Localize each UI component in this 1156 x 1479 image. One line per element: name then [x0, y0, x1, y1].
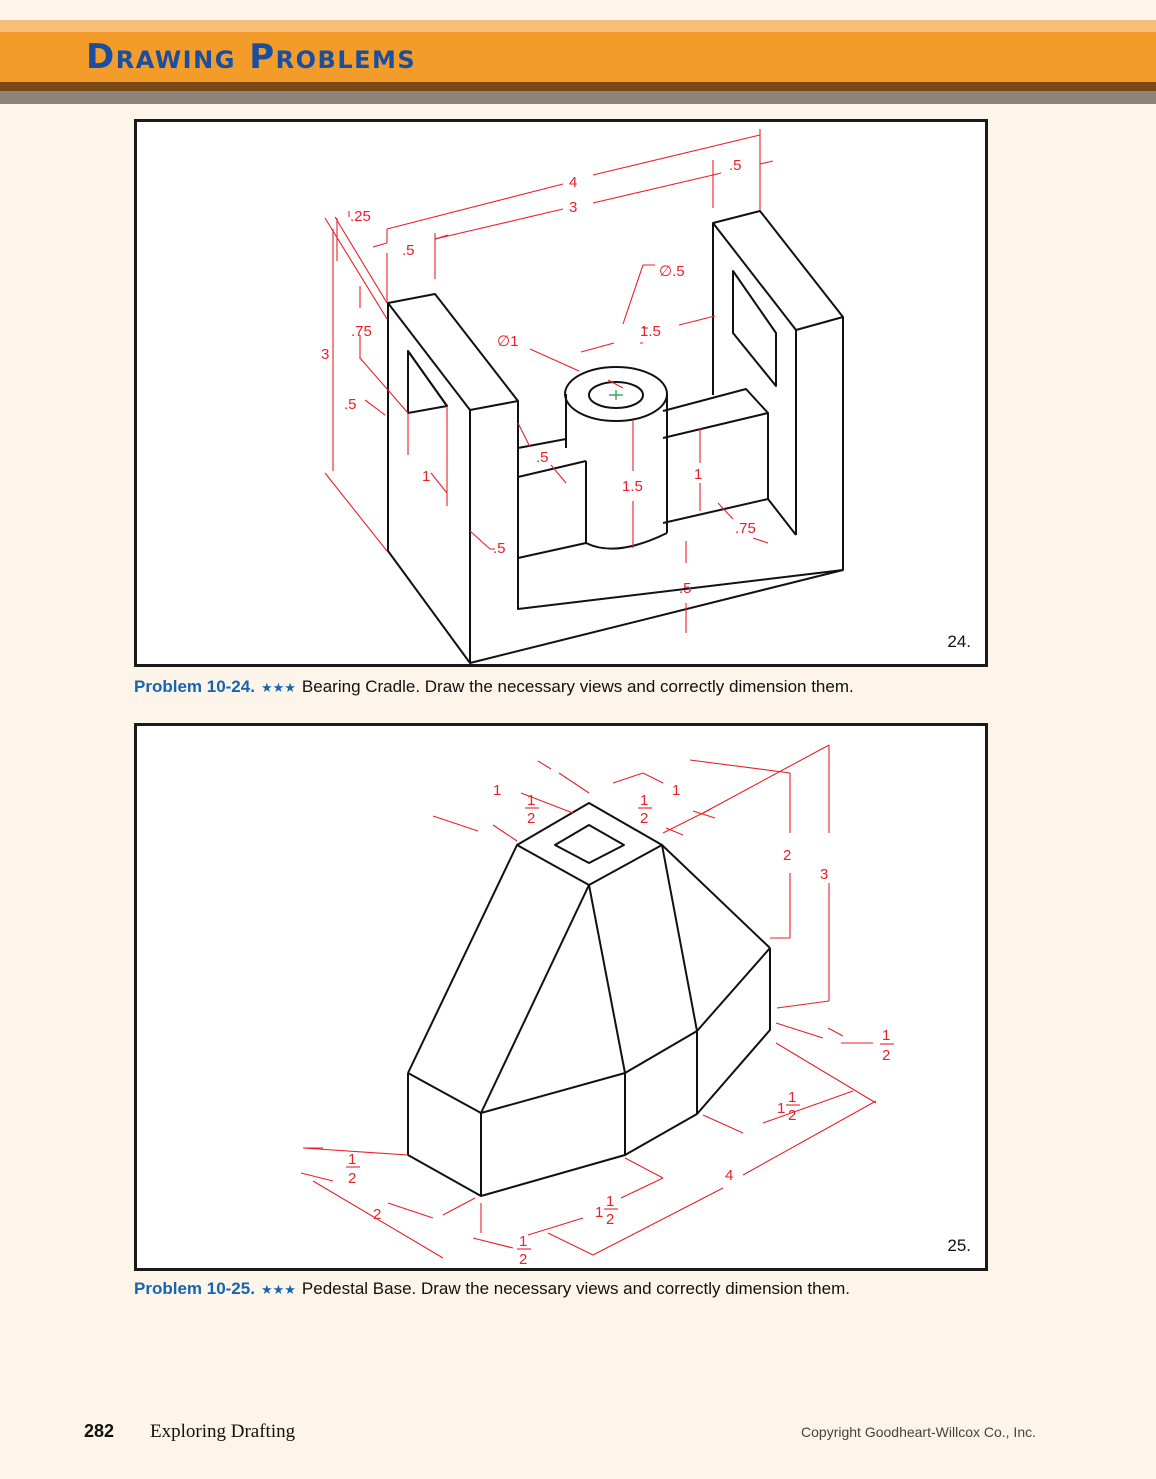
dim-dia-point5: ∅.5 — [659, 263, 685, 280]
dim-half-r-num: 1 — [882, 1027, 891, 1044]
figure-25-pedestal-base — [134, 723, 988, 1271]
dim-half-b2-den: 2 — [519, 1251, 528, 1268]
dim-1-left: 1 — [493, 782, 502, 799]
dim-1half-b-num: 1 — [606, 1193, 615, 1210]
dim-point5-left: .5 — [402, 242, 415, 259]
dim-3-top: 3 — [569, 199, 578, 216]
dim-point5-bottom: .5 — [679, 580, 692, 597]
dim-half-r-den: 2 — [882, 1047, 891, 1064]
figure-24-bearing-cradle — [134, 119, 988, 667]
dim-dia-1: ∅1 — [497, 333, 519, 350]
dim-1half-b-whole: 1 — [595, 1204, 604, 1221]
dim-1half-r-den: 2 — [788, 1107, 797, 1124]
difficulty-stars: ★★★ — [260, 680, 296, 695]
caption-problem-10-25 — [134, 1279, 850, 1299]
dim-1half-b-den: 2 — [606, 1211, 615, 1228]
dim-point75-left: .75 — [351, 323, 372, 340]
dim-half-a-num: 1 — [527, 792, 536, 809]
header-gray-stripe — [0, 91, 1156, 104]
difficulty-stars: ★★★ — [260, 1282, 296, 1297]
dim-2-left: 2 — [373, 1206, 382, 1223]
dim-4: 4 — [725, 1167, 734, 1184]
dim-half-a-den: 2 — [527, 810, 536, 827]
dim-1point5-boss: 1.5 — [622, 478, 643, 495]
dim-point75-right: .75 — [735, 520, 756, 537]
figure-number-24: 24. — [947, 632, 971, 651]
header-light-band — [0, 20, 1156, 32]
caption-problem-10-24 — [134, 677, 854, 697]
dim-half-b-num: 1 — [640, 792, 649, 809]
dim-half-l-den: 2 — [348, 1170, 357, 1187]
dim-point5-slot: .5 — [536, 449, 549, 466]
header-dark-stripe — [0, 82, 1156, 91]
page-number: 282 — [84, 1421, 115, 1441]
problem-label: Problem 10-25. — [134, 1279, 255, 1298]
dim-1half-r-whole: 1 — [777, 1100, 786, 1117]
dim-1point5-top: 1.5 — [640, 323, 661, 340]
dim-3-left: 3 — [321, 346, 330, 363]
dim-point5-mid: .5 — [344, 396, 357, 413]
page-title: Drawing Problems — [86, 37, 417, 77]
book-title: Exploring Drafting — [150, 1421, 296, 1442]
dim-1half-r-num: 1 — [788, 1089, 797, 1106]
dim-3-vert: 3 — [820, 866, 829, 883]
figure-number-25: 25. — [947, 1236, 971, 1255]
problem-text: Pedestal Base. Draw the necessary views and correctly dimension them. — [301, 1279, 850, 1298]
dim-1-slot: 1 — [422, 468, 431, 485]
bearing-cradle-drawing — [137, 122, 985, 664]
problem-text: Bearing Cradle. Draw the necessary views and correctly dimension them. — [301, 677, 854, 696]
dim-point5-base: .5 — [493, 540, 506, 557]
dim-half-b-den: 2 — [640, 810, 649, 827]
dim-2-vert: 2 — [783, 847, 792, 864]
copyright-notice: Copyright Goodheart-Willcox Co., Inc. — [801, 1424, 1036, 1440]
dim-half-b2-num: 1 — [519, 1233, 528, 1250]
dim-4: 4 — [569, 174, 578, 191]
header-top-band — [0, 0, 1156, 20]
dim-point25: .25 — [350, 208, 371, 225]
pedestal-base-drawing — [137, 726, 985, 1268]
dim-point5-top: .5 — [729, 157, 742, 174]
dim-1-right: 1 — [694, 466, 703, 483]
dim-half-l-num: 1 — [348, 1151, 357, 1168]
dim-1-right: 1 — [672, 782, 681, 799]
problem-label: Problem 10-24. — [134, 677, 255, 696]
